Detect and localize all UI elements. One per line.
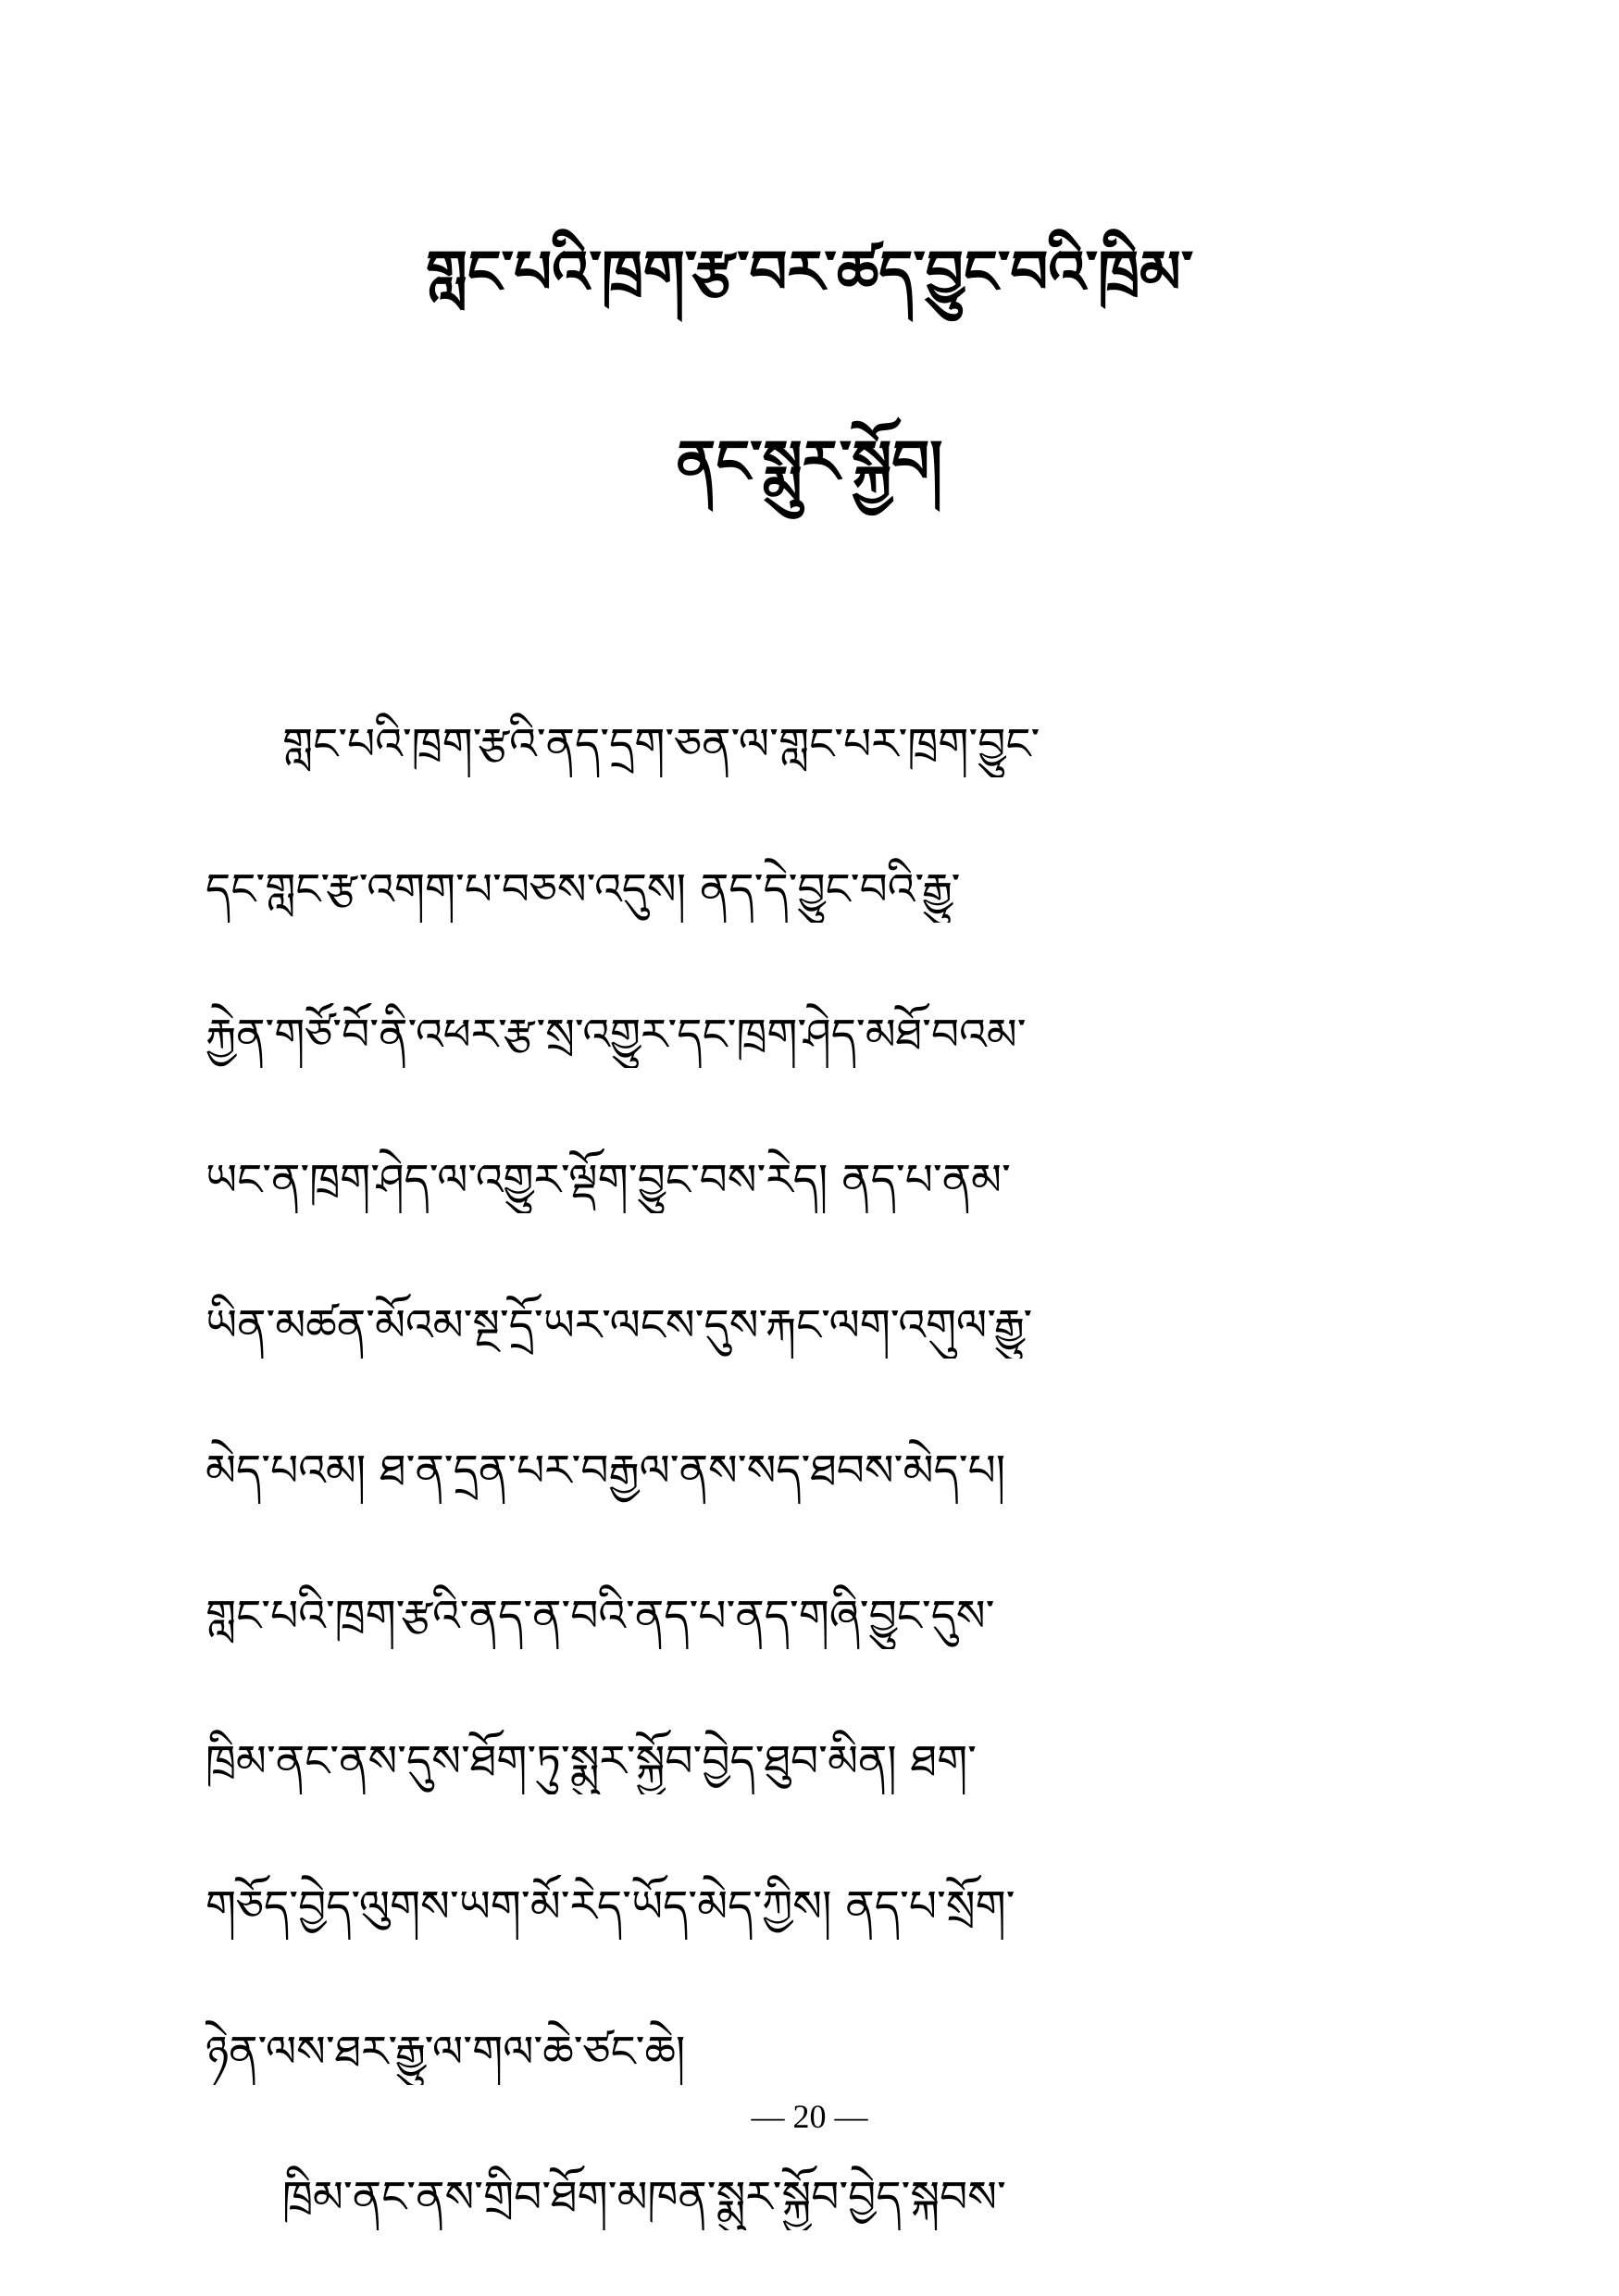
- body-text-line: དང་གླང་རྩ་འགག་པ་བཅས་འདུས། ནད་དེ་བྱུང་བའི་རྒྱུ་: [205, 864, 961, 915]
- body-text-line: ཉེན་ལས་ཐར་རྒྱུ་ལ་གལ་ཆེ་ཙང་ཆེ།: [205, 2027, 686, 2078]
- body-text-line: ཁྲིམ་ནང་ནས་དུས་ཐོག་ཏུ་སྨུར་སྐྱོབ་བྱེད་ཐུབ་མིན། ཐག་: [205, 1736, 978, 1787]
- body-text-line: ཡིན་མཚན་མོའམ་སྔ་དྲོ་ཡར་ལངས་དུས་རྐང་ལག་འགུལ་རྒྱུ་: [205, 1300, 1033, 1351]
- body-text-line: གླང་པའི་ཁྲག་རྩའི་ནད་ན་བའི་ནད་པ་ནད་གཞི་བྱུང་དུས་: [205, 1591, 995, 1642]
- body-text-line: རྐྱེན་གཙོ་བོ་ནི་འཕར་རྩ་སྲ་འགྱུར་དང་ཁྲག་ཤེད་མཐོ་བའམ་: [205, 1010, 1027, 1061]
- body-text-line: ཁྲིམ་ནང་ནས་གྲིབ་ཐོག་མཁན་སྨུར་སྐྱོབ་བྱེད་སྐབས་: [282, 2172, 1006, 2223]
- body-text-line: མེད་པའམ། ཐ་ན་དྲན་པར་བརྒྱལ་ནས་སད་ཐབས་མེད་པ།: [205, 1446, 1006, 1496]
- page-subtitle: ནང་སྨུར་སྐྱོབ།: [676, 428, 943, 497]
- page-number: — 20 —: [751, 2098, 868, 2135]
- body-text-line: གཅོད་བྱེད་ལུགས་ཡག་མོ་རེད་ཡོད་མེད་ཀྱིས། ནད་པ་སྲོག་: [205, 1881, 1015, 1932]
- body-text-line: ཡང་ན་ཁྲག་ཤེད་ལ་འགྱུར་ལྡོག་བྱུང་བས་རེད། ནད་པ་ནམ་: [205, 1155, 1011, 1206]
- body-text-line: གླང་པའི་ཁྲག་རྩའི་ནད་དྲག་ཅན་ལ་གླང་པར་ཁྲག་བྱུང་: [282, 719, 1040, 770]
- page-title: གླང་པའི་ཁྲག་རྩ་བར་ཚད་བྱུང་བའི་ཁྲིམ་: [425, 238, 1194, 307]
